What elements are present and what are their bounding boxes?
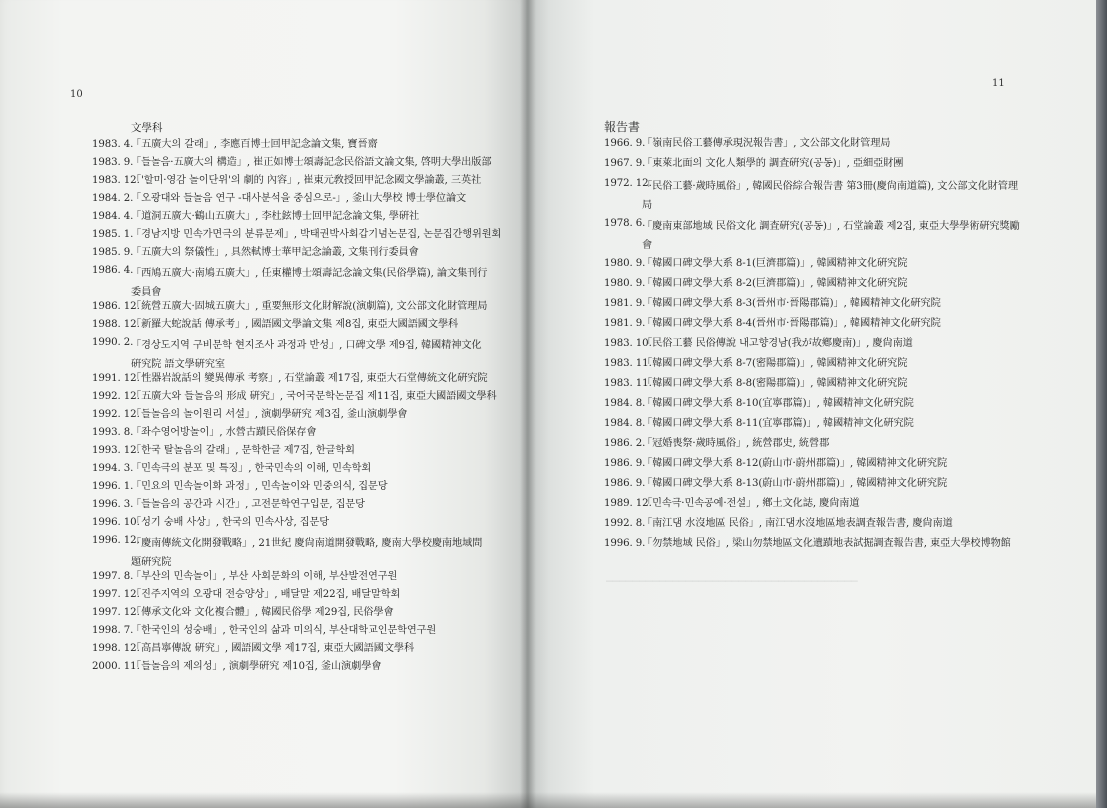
- list-item: [604, 337, 1028, 357]
- entry-date: 1983. 10.: [604, 338, 652, 349]
- entry-text: 「東萊北面의 文化人類學的 調査硏究(공동)」, 亞細亞財團: [642, 158, 904, 169]
- entry-date: 1984. 4.: [92, 211, 134, 222]
- entry-text: 「五廣大의 祭儀性」, 具然軾博士華甲記念論叢, 文集刊行委員會: [131, 247, 419, 258]
- entry-text: 「高昌寧傳說 硏究」, 國語國文學 제17집, 東亞大國語國文學科: [131, 643, 415, 654]
- entry-text: 「勿禁地域 民俗」, 梁山勿禁地區文化遺蹟地表試掘調査報告書, 東亞大學校博物館: [642, 538, 1011, 549]
- list-item: [604, 357, 1028, 377]
- list-item: [604, 517, 1028, 537]
- list-item: [604, 457, 1028, 477]
- entry-text: 「경상도지역 구비문학 현지조사 과정과 반성」, 口碑文學 제9집, 韓國精神文化硏究院 語文學硏究室: [131, 340, 482, 370]
- entry-date: 1992. 12.: [92, 409, 140, 420]
- entry-date: 1990. 2.: [92, 337, 134, 348]
- list-item: [92, 534, 502, 570]
- entry-text: 「성기 숭배 사상」, 한국의 민속사상, 집문당: [131, 517, 329, 528]
- list-item: [92, 498, 502, 516]
- entry-date: 1992. 8.: [604, 518, 646, 529]
- list-item: [92, 228, 502, 246]
- entry-date: 1986. 2.: [604, 438, 646, 449]
- list-item: [604, 437, 1028, 457]
- entry-text: 「韓國口碑文學大系 8-12(蔚山市·蔚州郡篇)」, 韓國精神文化硏究院: [642, 458, 948, 469]
- entry-date: 1986. 4.: [92, 265, 134, 276]
- list-item: [604, 277, 1028, 297]
- publication-list: [92, 138, 502, 678]
- entry-date: 1984. 8.: [604, 398, 646, 409]
- left-page: [0, 0, 526, 808]
- entry-date: 1986. 12.: [92, 301, 140, 312]
- entry-date: 1997. 12.: [92, 589, 140, 600]
- entry-date: 1996. 10.: [92, 517, 140, 528]
- entry-text: 「민속극의 분포 및 특징」, 한국민속의 이해, 민속학회: [131, 463, 372, 474]
- list-item: [92, 426, 502, 444]
- entry-text: 「道洞五廣大·鶴山五廣大」, 李杜鉉博士回甲記念論文集, 學硏社: [131, 211, 420, 222]
- entry-text: 「'할미·영감 놀이단위'의 劇的 內容」, 崔東元敎授回甲記念國文學論叢, 三英社: [131, 175, 482, 186]
- list-item: [604, 537, 1028, 557]
- left-page-number: 10: [70, 89, 83, 100]
- entry-date: 1984. 2.: [92, 193, 134, 204]
- list-item: [92, 642, 502, 660]
- entry-text: 「韓國口碑文學大系 8-1(巨濟郡篇)」, 韓國精神文化硏究院: [642, 258, 908, 269]
- list-item: [92, 300, 502, 318]
- entry-text: 「들놀음·五廣大의 構造」, 崔正如博士頌壽記念民俗語文論文集, 啓明大學出版部: [131, 157, 492, 168]
- list-item: [92, 660, 502, 678]
- list-item: [92, 138, 502, 156]
- list-item: [604, 317, 1028, 337]
- list-item: [604, 217, 1028, 257]
- list-item: [92, 372, 502, 390]
- entry-date: 1993. 8.: [92, 427, 134, 438]
- list-item: [92, 390, 502, 408]
- entry-date: 1997. 12.: [92, 607, 140, 618]
- entry-date: 1996. 12.: [92, 535, 140, 546]
- entry-date: 1972. 12.: [604, 178, 652, 189]
- page-edge: [1096, 0, 1107, 808]
- entry-date: 1985. 1.: [92, 229, 134, 240]
- entry-date: 1983. 11.: [604, 378, 652, 389]
- list-item: [92, 480, 502, 498]
- entry-text: 「民俗工藝 民俗傳說 내고향경남(我が故鄕慶南)」, 慶尙南道: [642, 338, 913, 349]
- entry-text: 「진주지역의 오광대 전승양상」, 배달말 제22집, 배달말학회: [131, 589, 401, 600]
- entry-date: 1988. 12.: [92, 319, 140, 330]
- entry-date: 2000. 11.: [92, 661, 140, 672]
- entry-text: 「嶺南民俗工藝傳承現況報告書」, 文公部文化財管理局: [642, 138, 891, 149]
- entry-text: 「五廣大와 들놀음의 形成 硏究」, 국어국문학논문집 제11집, 東亞大國語國文學科: [131, 391, 497, 402]
- entry-date: 1996. 9.: [604, 538, 646, 549]
- entry-date: 1986. 9.: [604, 458, 646, 469]
- entry-text: 「韓國口碑文學大系 8-10(宜寧郡篇)」, 韓國精神文化硏究院: [642, 398, 914, 409]
- entry-text: 「五廣大의 갈래」, 李應百博士回甲記念論文集, 寶晉齋: [131, 139, 378, 150]
- list-item: [604, 177, 1028, 217]
- entry-text: 「들놀음의 공간과 시간」, 고전문학연구입문, 집문당: [131, 499, 365, 510]
- bottom-shadow: [0, 792, 1096, 808]
- entry-text: 「韓國口碑文學大系 8-11(宜寧郡篇)」, 韓國精神文化硏究院: [642, 418, 914, 429]
- entry-date: 1992. 12.: [92, 391, 140, 402]
- list-item: [92, 606, 502, 624]
- entry-date: 1996. 3.: [92, 499, 134, 510]
- list-item: [92, 210, 502, 228]
- entry-date: 1998. 12.: [92, 643, 140, 654]
- report-list: [604, 137, 1028, 557]
- list-item: [92, 570, 502, 588]
- list-item: [92, 264, 502, 300]
- right-page-number: 11: [992, 78, 1005, 89]
- list-item: [604, 417, 1028, 437]
- entry-date: 1980. 9.: [604, 258, 646, 269]
- entry-text: 「新羅大蛇說話 傳承考」, 國語國文學論文集 제8집, 東亞大國語國文學科: [131, 319, 459, 330]
- list-item: [92, 336, 502, 372]
- list-item: [92, 516, 502, 534]
- entry-text: 「들놀음의 제의성」, 演劇學硏究 제10집, 釜山演劇學會: [131, 661, 382, 672]
- entry-text: 「南江댐 水沒地區 民俗」, 南江댐水沒地區地表調査報告書, 慶尙南道: [642, 518, 953, 529]
- entry-text: 「韓國口碑文學大系 8-3(晉州市·晉陽郡篇)」, 韓國精神文化硏究院: [642, 298, 941, 309]
- bleed-through-text: ──────────────────────────────────────: [606, 575, 858, 588]
- entry-text: 「韓國口碑文學大系 8-2(巨濟郡篇)」, 韓國精神文化硏究院: [642, 278, 908, 289]
- entry-text: 「統營五廣大·固城五廣大」, 重要無形文化財解說(演劇篇), 文公部文化財管理局: [131, 301, 488, 312]
- list-item: [92, 156, 502, 174]
- entry-text: 「性器岩說話의 變異傳承 考察」, 石堂論叢 제17집, 東亞大石堂傳統文化硏究院: [131, 373, 488, 384]
- list-item: [604, 377, 1028, 397]
- list-item: [604, 477, 1028, 497]
- list-item: [92, 192, 502, 210]
- entry-date: 1983. 9.: [92, 157, 134, 168]
- entry-text: 「들놀음의 놀이원리 서설」, 演劇學硏究 제3집, 釜山演劇學會: [131, 409, 408, 420]
- entry-date: 1996. 1.: [92, 481, 134, 492]
- entry-date: 1983. 11.: [604, 358, 652, 369]
- entry-text: 「한국인의 성숭배」, 한국인의 삶과 미의식, 부산대학교인문학연구원: [131, 625, 437, 636]
- list-item: [604, 497, 1028, 517]
- list-item: [92, 444, 502, 462]
- entry-text: 「傳承文化와 文化複合體」, 韓國民俗學 제29집, 民俗學會: [131, 607, 394, 618]
- entry-text: 「慶南東部地域 民俗文化 調査硏究(공동)」, 石堂論叢 제2집, 東亞大學學術硏究獎勵會: [642, 221, 1020, 251]
- entry-text: 「민요의 민속놀이화 과정」, 민속놀이와 민중의식, 집문당: [131, 481, 388, 492]
- entry-date: 1978. 6.: [604, 218, 646, 229]
- entry-date: 1981. 9.: [604, 298, 646, 309]
- entry-text: 「慶南傳統文化開發戰略」, 21世紀 慶尙南道開發戰略, 慶南大學校慶南地域問題硏究院: [131, 538, 483, 568]
- entry-text: 「韓國口碑文學大系 8-7(密陽郡篇)」, 韓國精神文化硏究院: [642, 358, 908, 369]
- list-item: [92, 462, 502, 480]
- entry-date: 1997. 8.: [92, 571, 134, 582]
- list-item: [92, 318, 502, 336]
- entry-date: 1989. 12.: [604, 498, 652, 509]
- entry-text: 「韓國口碑文學大系 8-13(蔚山市·蔚州郡篇)」, 韓國精神文化硏究院: [642, 478, 948, 489]
- entry-text: 「冠婚喪祭·歲時風俗」, 統營郡史, 統營郡: [642, 438, 830, 449]
- list-item: [92, 174, 502, 192]
- entry-text: 「좌수영어방놀이」, 水營古蹟民俗保存會: [131, 427, 317, 438]
- entry-text: 「경남지방 민속가면극의 분류문제」, 박태권박사회갑기념논문집, 논문집간행위원회: [131, 229, 502, 240]
- entry-date: 1983. 4.: [92, 139, 134, 150]
- list-item: [92, 408, 502, 426]
- list-item: [92, 246, 502, 264]
- entry-date: 1980. 9.: [604, 278, 646, 289]
- entry-text: 「오광대와 들놀음 연구 -대사분석을 중심으로-」, 釜山大學校 博士學位論文: [131, 193, 467, 204]
- list-item: [604, 297, 1028, 317]
- entry-date: 1993. 12.: [92, 445, 140, 456]
- entry-date: 1998. 7.: [92, 625, 134, 636]
- entry-date: 1991. 12.: [92, 373, 140, 384]
- book-gutter: [520, 0, 536, 808]
- list-item: [92, 588, 502, 606]
- section-heading: 文學科: [131, 122, 163, 134]
- entry-text: 「韓國口碑文學大系 8-8(密陽郡篇)」, 韓國精神文化硏究院: [642, 378, 908, 389]
- section-heading: 報告書: [604, 120, 641, 134]
- entry-text: 「한국 탈놀음의 갈래」, 문학한글 제7집, 한글학회: [131, 445, 355, 456]
- list-item: [604, 257, 1028, 277]
- entry-date: 1985. 9.: [92, 247, 134, 258]
- entry-date: 1994. 3.: [92, 463, 134, 474]
- list-item: [604, 397, 1028, 417]
- entry-text: 「민속극·민속공예·전설」, 鄕土文化誌, 慶尙南道: [642, 498, 860, 509]
- list-item: [604, 157, 1028, 177]
- entry-date: 1984. 8.: [604, 418, 646, 429]
- entry-date: 1981. 9.: [604, 318, 646, 329]
- list-item: [604, 137, 1028, 157]
- entry-text: 「西鳩五廣大·南鳩五廣大」, 任東權博士頌壽記念論文集(民俗學篇), 論文集刊行委員會: [131, 268, 488, 298]
- list-item: [92, 624, 502, 642]
- entry-date: 1966. 9.: [604, 138, 646, 149]
- entry-text: 「民俗工藝·歲時風俗」, 韓國民俗綜合報告書 第3冊(慶尙南道篇), 文公部文化財管理局: [642, 181, 1018, 211]
- entry-date: 1967. 9.: [604, 158, 646, 169]
- entry-text: 「부산의 민속놀이」, 부산 사회문화의 이해, 부산발전연구원: [131, 571, 398, 582]
- entry-date: 1986. 9.: [604, 478, 646, 489]
- entry-text: 「韓國口碑文學大系 8-4(晉州市·晉陽郡篇)」, 韓國精神文化硏究院: [642, 318, 941, 329]
- entry-date: 1983. 12.: [92, 175, 140, 186]
